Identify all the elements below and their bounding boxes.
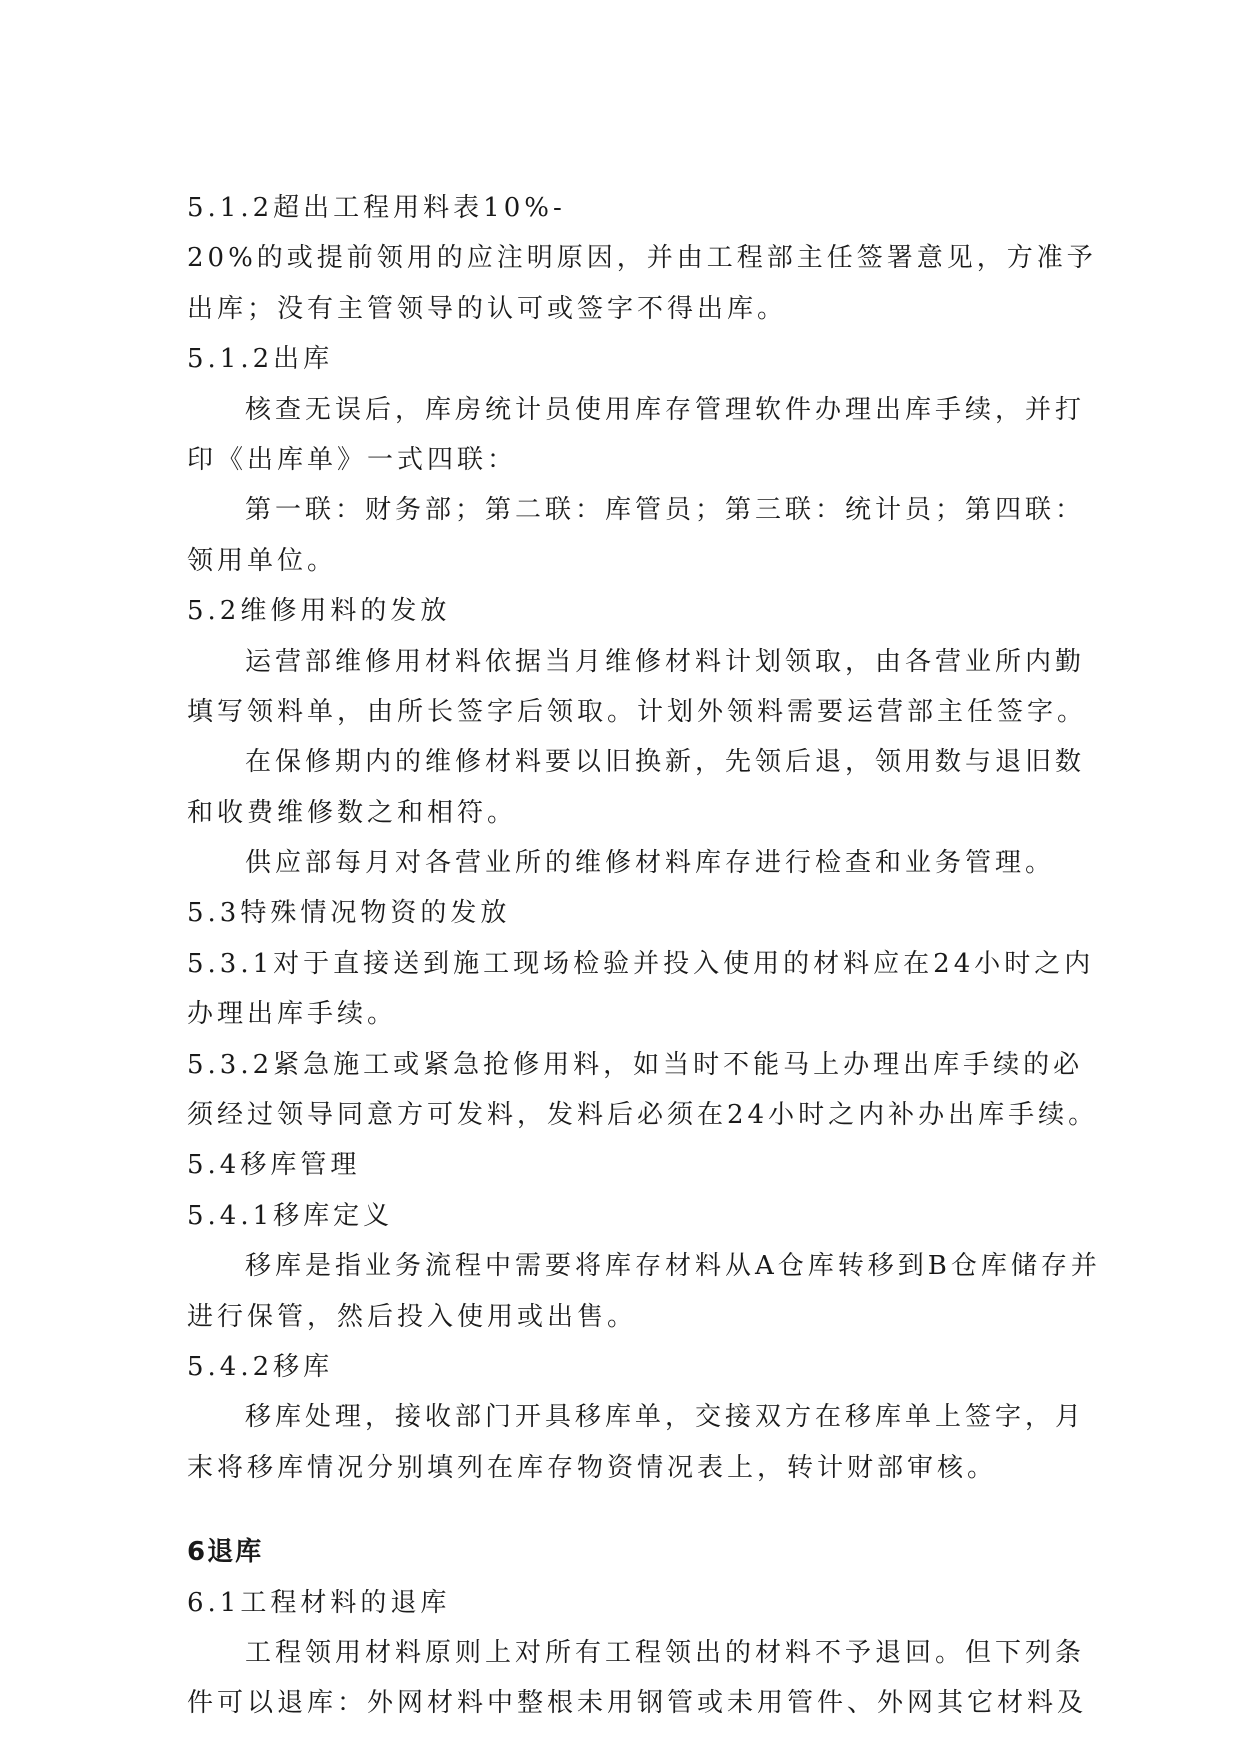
document-body bbox=[187, 183, 1101, 1729]
paragraph-line: 印《出库单》一式四联： bbox=[187, 444, 518, 475]
paragraph-line: 核查无误后，库房统计员使用库存管理软件办理出库手续，并打 bbox=[245, 394, 1086, 425]
section-6-1-title: 6.1工程材料的退库 bbox=[187, 1587, 451, 1618]
paragraph-line: 供应部每月对各营业所的维修材料库存进行检查和业务管理。 bbox=[245, 848, 1056, 879]
paragraph-line: 领用单位。 bbox=[187, 545, 338, 576]
paragraph-line: 第一联：财务部；第二联：库管员；第三联：统计员；第四联： bbox=[245, 495, 1086, 526]
paragraph-line: 填写领料单，由所长签字后领取。计划外领料需要运营部主任签字。 bbox=[187, 696, 1088, 727]
paragraph-line: 移库是指业务流程中需要将库存材料从A仓库转移到B仓库储存并 bbox=[245, 1251, 1101, 1282]
clause-5-4-2-title: 5.4.2移库 bbox=[187, 1351, 334, 1382]
paragraph-line: 须经过领导同意方可发料，发料后必须在24小时之内补办出库手续。 bbox=[187, 1100, 1099, 1131]
paragraph-line: 工程领用材料原则上对所有工程领出的材料不予退回。但下列条 bbox=[245, 1637, 1086, 1668]
paragraph-line: 办理出库手续。 bbox=[187, 999, 398, 1030]
chapter-6-heading: 6退库 bbox=[187, 1537, 264, 1568]
paragraph-line: 出库；没有主管领导的认可或签字不得出库。 bbox=[187, 293, 788, 324]
clause-5-4-1-title: 5.4.1移库定义 bbox=[187, 1200, 394, 1231]
section-5-3-title: 5.3特殊情况物资的发放 bbox=[187, 898, 511, 929]
paragraph-line: 20%的或提前领用的应注明原因，并由工程部主任签署意见，方准予 bbox=[187, 243, 1097, 274]
paragraph-line: 件可以退库：外网材料中整根未用钢管或未用管件、外网其它材料及 bbox=[187, 1688, 1088, 1719]
paragraph-line: 进行保管，然后投入使用或出售。 bbox=[187, 1301, 638, 1332]
paragraph-line: 在保修期内的维修材料要以旧换新，先领后退，领用数与退旧数 bbox=[245, 747, 1086, 778]
section-5-2-title: 5.2维修用料的发放 bbox=[187, 596, 451, 627]
section-spacer bbox=[187, 1493, 1057, 1527]
section-5-4-title: 5.4移库管理 bbox=[187, 1150, 361, 1181]
clause-5-3-2: 5.3.2紧急施工或紧急抢修用料，如当时不能马上办理出库手续的必 bbox=[187, 1049, 1084, 1080]
clause-5-1-2-outbound-title: 5.1.2出库 bbox=[187, 344, 334, 375]
clause-5-1-2-title: 5.1.2超出工程用料表10%- bbox=[187, 193, 566, 223]
paragraph-line: 末将移库情况分别填列在库存物资情况表上，转计财部审核。 bbox=[187, 1452, 998, 1483]
clause-5-3-1: 5.3.1对于直接送到施工现场检验并投入使用的材料应在24小时之内 bbox=[187, 948, 1095, 979]
paragraph-line: 移库处理，接收部门开具移库单，交接双方在移库单上签字，月 bbox=[245, 1402, 1086, 1433]
paragraph-line: 和收费维修数之和相符。 bbox=[187, 797, 518, 828]
paragraph-line: 运营部维修用材料依据当月维修材料计划领取，由各营业所内勤 bbox=[245, 646, 1086, 677]
